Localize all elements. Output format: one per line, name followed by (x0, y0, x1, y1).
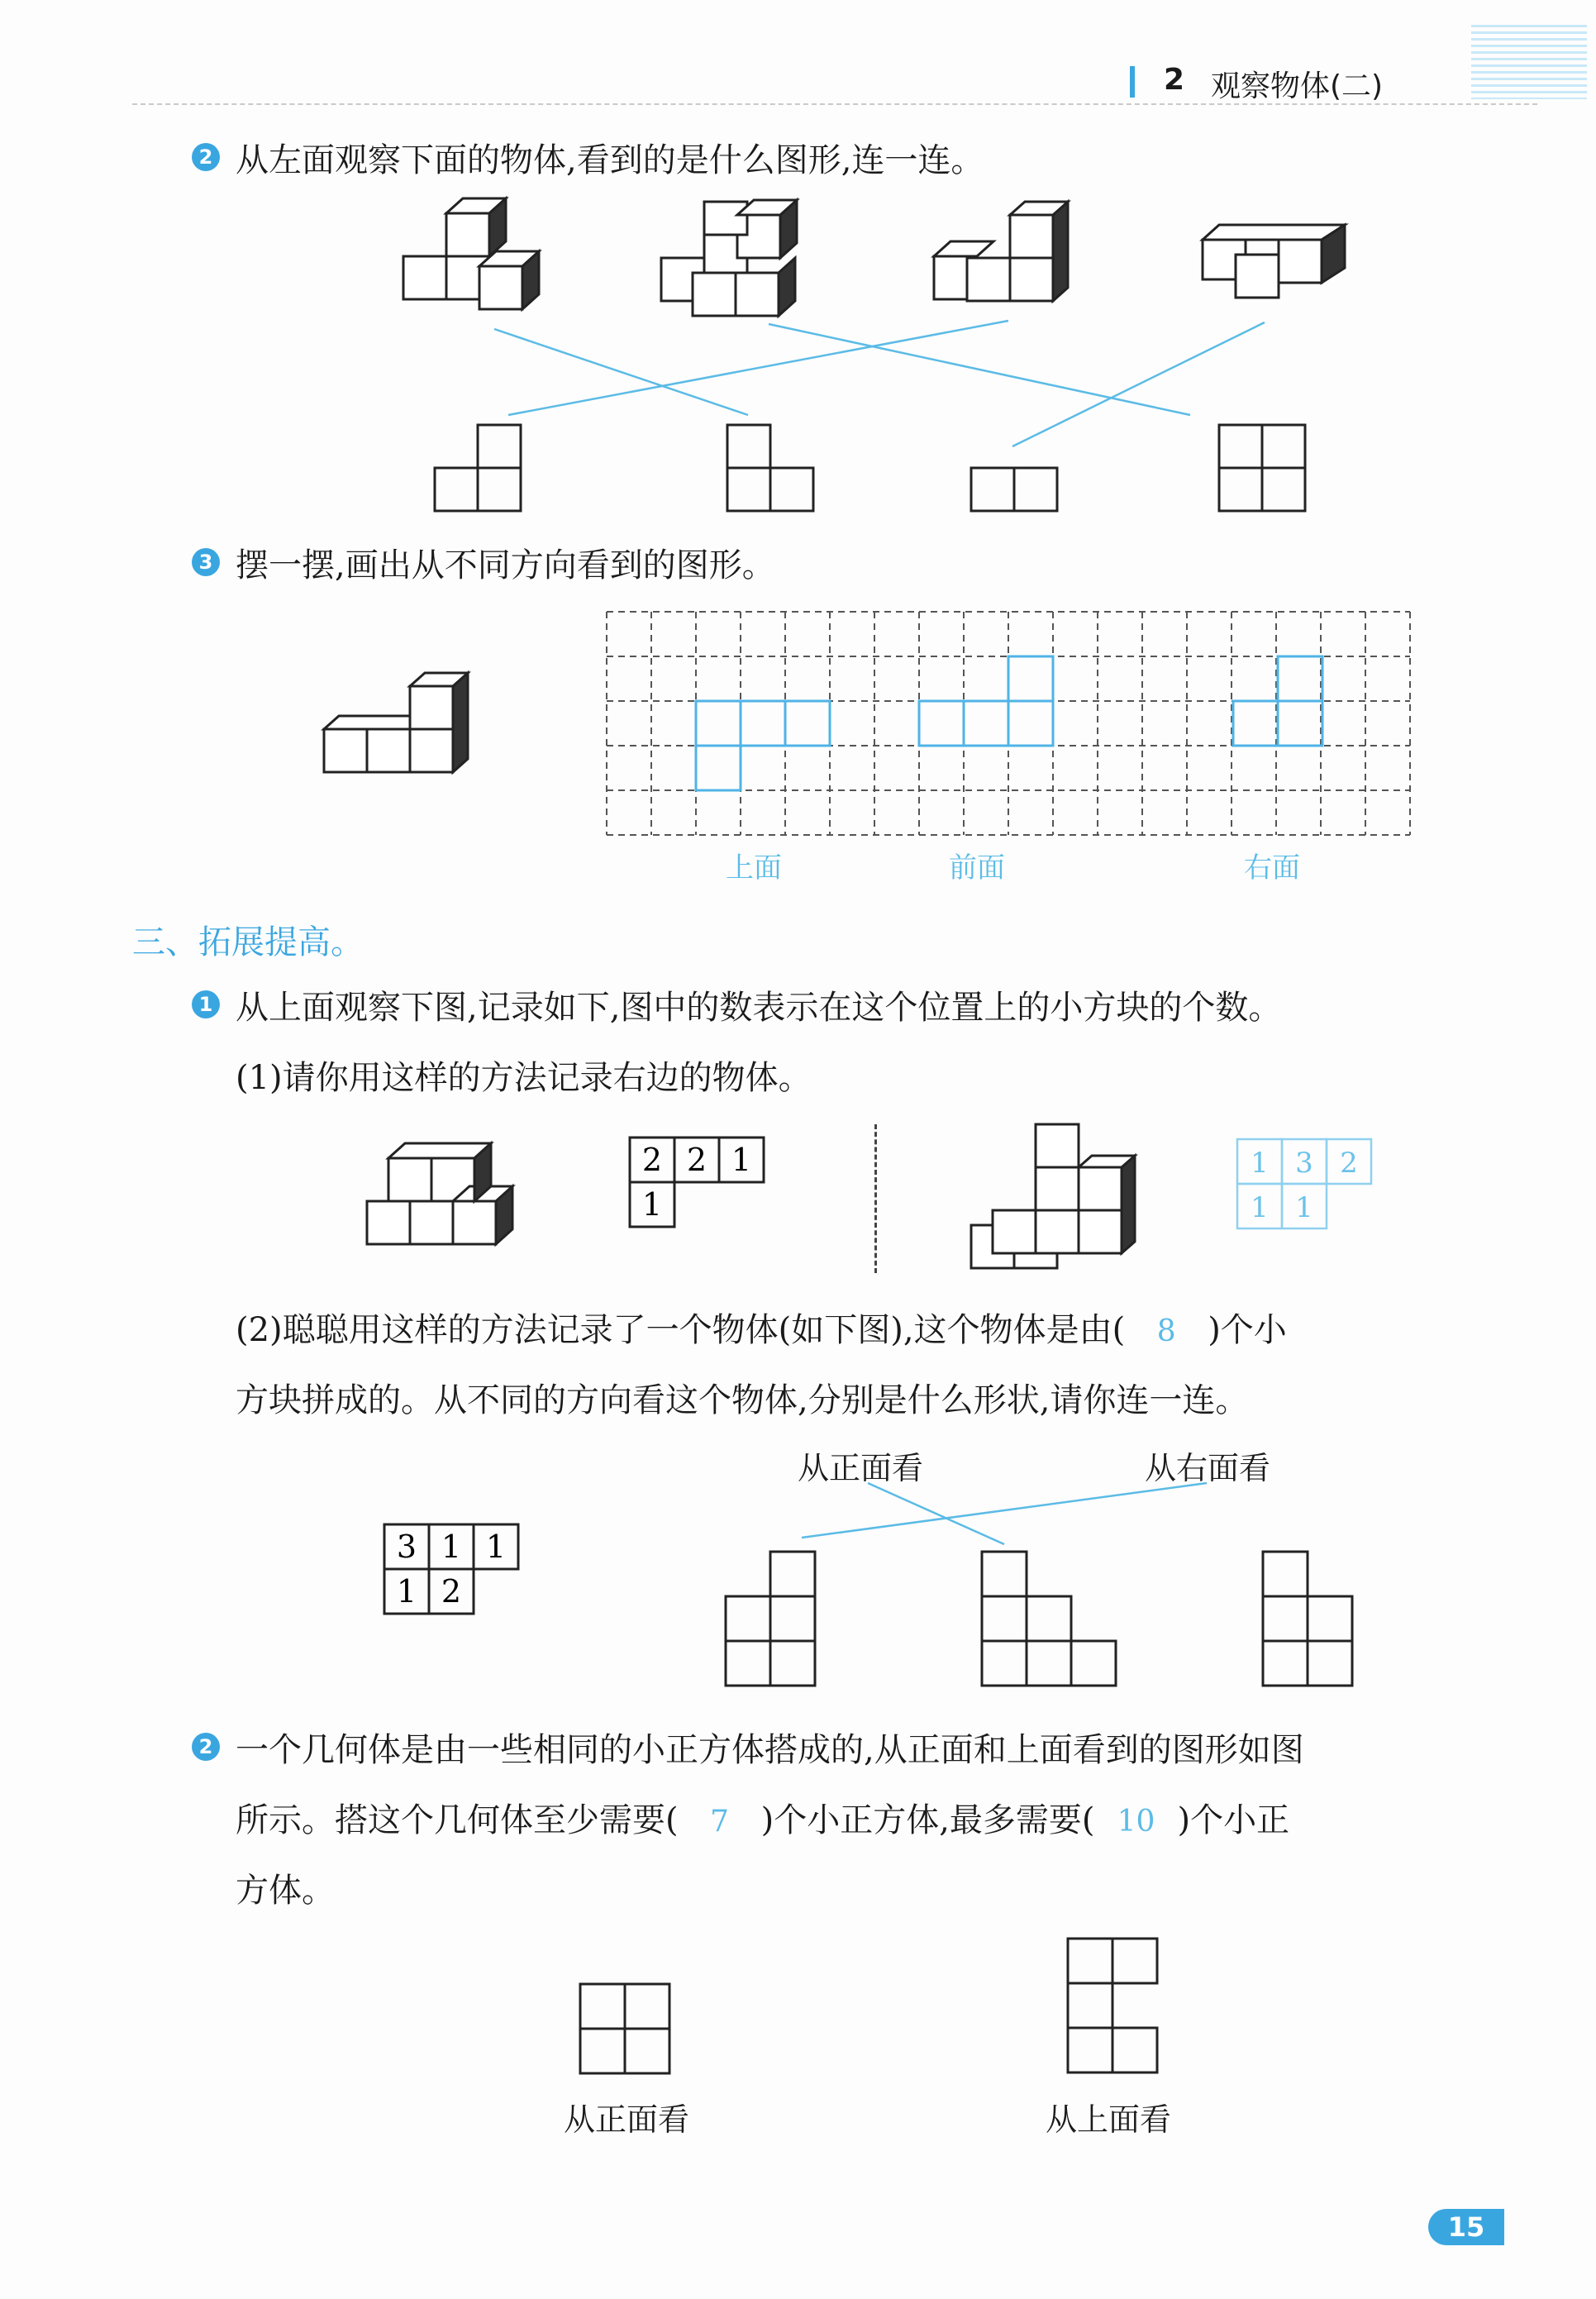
question-text: 从上面观察下图,记录如下,图中的数表示在这个位置上的小方块的个数。 (236, 989, 1282, 1027)
header-divider (132, 103, 1537, 105)
ext2-line1: 一个几何体是由一些相同的小正方体搭成的,从正面和上面看到的图形如图 (236, 1731, 1304, 1769)
label-front: 从正面看 (564, 2101, 690, 2138)
blank-answer[interactable]: 8 (1156, 1314, 1176, 1348)
ext1-target-object (963, 1118, 1145, 1283)
question-badge: 2 (192, 143, 220, 171)
ext2-line3: 方体。 (236, 1872, 335, 1910)
grid-cell: 1 (1251, 1191, 1269, 1224)
text-span: (2)聪聪用这样的方法记录了一个物体(如下图),这个物体是由( (236, 1311, 1126, 1349)
view-label-right: 右面 (1244, 851, 1300, 885)
header-bar (132, 56, 1537, 106)
section-title: 三、拓展提高。 (132, 923, 364, 961)
example-record-grid (628, 1136, 769, 1235)
grid-cell: 3 (396, 1529, 417, 1565)
cube-object-4 (1203, 225, 1345, 298)
q2-figures (0, 190, 1596, 521)
sub-question-2-line1 (236, 1304, 1287, 1351)
cube-object-1 (403, 198, 539, 309)
header-stripes (1471, 25, 1587, 99)
text-span: 所示。搭这个几何体至少需要( (236, 1801, 679, 1839)
q3-object (314, 661, 496, 794)
cube-object-2 (661, 200, 797, 316)
ext2-top-view (1066, 1937, 1165, 2082)
grid-cell: 1 (731, 1142, 752, 1178)
ext1-view-options (719, 1550, 1380, 1699)
blank-answer-max[interactable]: 10 (1117, 1805, 1155, 1839)
grid-cell: 2 (686, 1142, 707, 1178)
label-right-view: 从右面看 (1145, 1450, 1271, 1486)
chapter-number: 2 (1164, 63, 1185, 97)
label-front-view: 从正面看 (798, 1450, 924, 1486)
question-badge: 3 (192, 548, 220, 576)
grid-cell: 2 (441, 1573, 462, 1610)
grid-cell: 1 (441, 1529, 462, 1565)
chapter-title: 观察物体(二) (1211, 69, 1384, 103)
divider-dashed (874, 1124, 877, 1273)
page-number: 15 (1428, 2209, 1504, 2245)
grid-cell: 1 (1295, 1191, 1313, 1224)
grid-cell: 2 (641, 1142, 663, 1178)
grid-cell: 3 (1295, 1147, 1313, 1180)
ext2-line2 (236, 1794, 1289, 1841)
view-label-front: 前面 (949, 851, 1005, 885)
q2-view-shapes (435, 425, 1305, 511)
question-text: 摆一摆,画出从不同方向看到的图形。 (236, 546, 775, 584)
label-top: 从上面看 (1046, 2101, 1172, 2138)
q3-answer-views (696, 656, 1322, 790)
cube-object-3 (934, 202, 1068, 301)
header-accent-bar (1130, 66, 1135, 98)
sub-question-2-line2: 方块拼成的。从不同的方向看这个物体,分别是什么形状,请你连一连。 (236, 1381, 1249, 1419)
question-badge: 1 (192, 990, 220, 1018)
grid-cell: 1 (1251, 1147, 1269, 1180)
record-grid-2 (383, 1523, 523, 1622)
question-text: 从左面观察下面的物体,看到的是什么图形,连一连。 (236, 141, 984, 179)
grid-cell: 1 (396, 1573, 417, 1610)
q3-grid (603, 608, 1422, 840)
view-label-top: 上面 (726, 851, 782, 885)
q2-answer-lines (494, 321, 1265, 446)
sub-question-1: (1)请你用这样的方法记录右边的物体。 (236, 1059, 812, 1097)
ext2-front-view (579, 1982, 678, 2082)
blank-answer-min[interactable]: 7 (710, 1805, 730, 1839)
grid-cell: 1 (641, 1186, 663, 1223)
answer-record-grid (1236, 1138, 1380, 1233)
text-span: )个小正方体,最多需要( (760, 1801, 1095, 1839)
grid-cell: 1 (485, 1529, 507, 1565)
ext1-connect-lines (0, 1480, 1596, 1554)
ext1-example-object (355, 1128, 529, 1261)
text-span: )个小 (1208, 1311, 1287, 1349)
grid-cell: 2 (1340, 1147, 1358, 1180)
question-badge: 2 (192, 1733, 220, 1761)
text-span: )个小正 (1177, 1801, 1290, 1839)
